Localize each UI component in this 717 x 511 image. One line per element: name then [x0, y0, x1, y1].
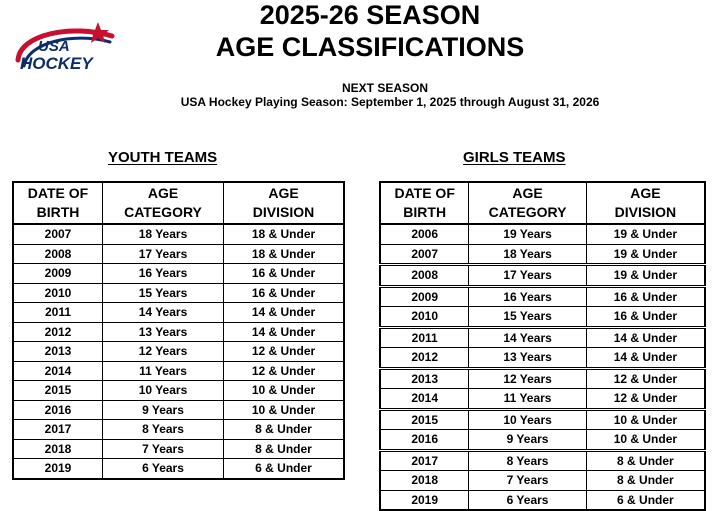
birth-year-cell: 2012 [380, 348, 469, 369]
page-title-classifications: AGE CLASSIFICATIONS [215, 32, 525, 62]
age-category-cell: 10 Years [103, 381, 224, 401]
birth-year-cell: 2007 [380, 244, 469, 265]
age-category-cell: 16 Years [469, 286, 586, 307]
table-row [13, 400, 344, 420]
birth-year-cell: 2008 [13, 244, 103, 264]
table-row [380, 224, 705, 244]
age-category-cell: 7 Years [103, 439, 224, 459]
table-row [13, 381, 344, 401]
column-header-age-category: AGE CATEGORY [103, 182, 224, 224]
age-category-cell: 15 Years [103, 283, 224, 303]
logo-usa-text: USA [38, 38, 70, 55]
birth-year-cell: 2019 [13, 459, 103, 479]
table-row [380, 286, 705, 307]
column-header-date-of-birth: DATE OF BIRTH [380, 182, 469, 224]
age-division-cell: 12 & Under [586, 389, 705, 410]
table-header-row [380, 182, 705, 224]
birth-year-cell: 2011 [13, 303, 103, 323]
column-header-age-category: AGE CATEGORY [469, 182, 586, 224]
age-category-cell: 19 Years [469, 224, 586, 244]
birth-year-cell: 2014 [380, 389, 469, 410]
table-row [13, 283, 344, 303]
table-row [380, 265, 705, 287]
age-division-cell: 10 & Under [224, 381, 345, 401]
table-row [380, 490, 705, 510]
age-division-cell: 18 & Under [224, 244, 345, 264]
age-division-cell: 19 & Under [586, 265, 705, 287]
age-division-cell: 10 & Under [224, 400, 345, 420]
table-row [13, 264, 344, 284]
table-row [380, 327, 705, 348]
birth-year-cell: 2010 [13, 283, 103, 303]
age-category-cell: 15 Years [469, 307, 586, 328]
logo-hockey-text: HOCKEY [20, 54, 93, 73]
age-division-cell: 8 & Under [586, 471, 705, 491]
birth-year-cell: 2017 [380, 450, 469, 471]
age-division-cell: 19 & Under [586, 244, 705, 265]
table-row [13, 244, 344, 264]
age-division-cell: 8 & Under [224, 420, 345, 440]
age-category-cell: 8 Years [469, 450, 586, 471]
age-division-cell: 6 & Under [224, 459, 345, 479]
table-row [380, 450, 705, 471]
table-row [380, 430, 705, 451]
table-row [13, 459, 344, 479]
birth-year-cell: 2013 [380, 368, 469, 389]
column-header-date-of-birth: DATE OF BIRTH [13, 182, 103, 224]
birth-year-cell: 2009 [380, 286, 469, 307]
age-division-cell: 8 & Under [586, 450, 705, 471]
birth-year-cell: 2018 [13, 439, 103, 459]
birth-year-cell: 2013 [13, 342, 103, 362]
age-division-cell: 10 & Under [586, 409, 705, 430]
birth-year-cell: 2008 [380, 265, 469, 287]
table-row [13, 224, 344, 244]
age-division-cell: 14 & Under [586, 327, 705, 348]
youth-teams-table [12, 181, 345, 480]
age-division-cell: 16 & Under [224, 283, 345, 303]
girls-teams-table [379, 181, 706, 511]
age-category-cell: 17 Years [103, 244, 224, 264]
age-category-cell: 13 Years [469, 348, 586, 369]
table-header-row [13, 182, 344, 224]
age-division-cell: 12 & Under [224, 342, 345, 362]
page-title-season: 2025-26 SEASON [259, 0, 481, 30]
age-category-cell: 8 Years [103, 420, 224, 440]
age-division-cell: 19 & Under [586, 224, 705, 244]
age-category-cell: 13 Years [103, 322, 224, 342]
usa-hockey-logo [12, 20, 124, 74]
table-row [13, 361, 344, 381]
age-category-cell: 11 Years [469, 389, 586, 410]
age-category-cell: 10 Years [469, 409, 586, 430]
playing-season-text: USA Hockey Playing Season: September 1, 2025 through August 31, 2026 [180, 95, 600, 109]
birth-year-cell: 2010 [380, 307, 469, 328]
age-category-cell: 6 Years [103, 459, 224, 479]
table-row [13, 303, 344, 323]
birth-year-cell: 2017 [13, 420, 103, 440]
birth-year-cell: 2015 [13, 381, 103, 401]
age-category-cell: 11 Years [103, 361, 224, 381]
age-division-cell: 16 & Under [586, 286, 705, 307]
table-row [380, 409, 705, 430]
table-row [13, 420, 344, 440]
column-header-age-division: AGE DIVISION [224, 182, 345, 224]
age-category-cell: 7 Years [469, 471, 586, 491]
age-division-cell: 16 & Under [586, 307, 705, 328]
birth-year-cell: 2006 [380, 224, 469, 244]
girls-table-body [380, 224, 705, 510]
birth-year-cell: 2015 [380, 409, 469, 430]
age-category-cell: 17 Years [469, 265, 586, 287]
table-row [13, 342, 344, 362]
age-category-cell: 12 Years [103, 342, 224, 362]
age-division-cell: 14 & Under [586, 348, 705, 369]
age-division-cell: 16 & Under [224, 264, 345, 284]
table-row [380, 244, 705, 265]
age-category-cell: 18 Years [469, 244, 586, 265]
table-row [380, 368, 705, 389]
age-division-cell: 12 & Under [586, 368, 705, 389]
table-row [380, 348, 705, 369]
age-division-cell: 12 & Under [224, 361, 345, 381]
age-division-cell: 6 & Under [586, 490, 705, 510]
youth-table-body [13, 224, 344, 479]
age-category-cell: 18 Years [103, 224, 224, 244]
table-row [13, 439, 344, 459]
birth-year-cell: 2016 [380, 430, 469, 451]
birth-year-cell: 2018 [380, 471, 469, 491]
birth-year-cell: 2012 [13, 322, 103, 342]
table-row [13, 322, 344, 342]
age-category-cell: 9 Years [103, 400, 224, 420]
birth-year-cell: 2007 [13, 224, 103, 244]
age-division-cell: 14 & Under [224, 303, 345, 323]
age-division-cell: 18 & Under [224, 224, 345, 244]
age-division-cell: 10 & Under [586, 430, 705, 451]
age-division-cell: 14 & Under [224, 322, 345, 342]
youth-teams-heading: YOUTH TEAMS [108, 149, 218, 166]
next-season-label: NEXT SEASON [341, 81, 428, 95]
girls-teams-heading: GIRLS TEAMS [463, 149, 566, 166]
age-category-cell: 9 Years [469, 430, 586, 451]
age-category-cell: 14 Years [469, 327, 586, 348]
age-category-cell: 16 Years [103, 264, 224, 284]
age-division-cell: 8 & Under [224, 439, 345, 459]
table-row [380, 307, 705, 328]
birth-year-cell: 2011 [380, 327, 469, 348]
birth-year-cell: 2019 [380, 490, 469, 510]
age-category-cell: 6 Years [469, 490, 586, 510]
table-row [380, 389, 705, 410]
column-header-age-division: AGE DIVISION [586, 182, 705, 224]
table-row [380, 471, 705, 491]
birth-year-cell: 2016 [13, 400, 103, 420]
age-category-cell: 14 Years [103, 303, 224, 323]
birth-year-cell: 2014 [13, 361, 103, 381]
birth-year-cell: 2009 [13, 264, 103, 284]
age-category-cell: 12 Years [469, 368, 586, 389]
